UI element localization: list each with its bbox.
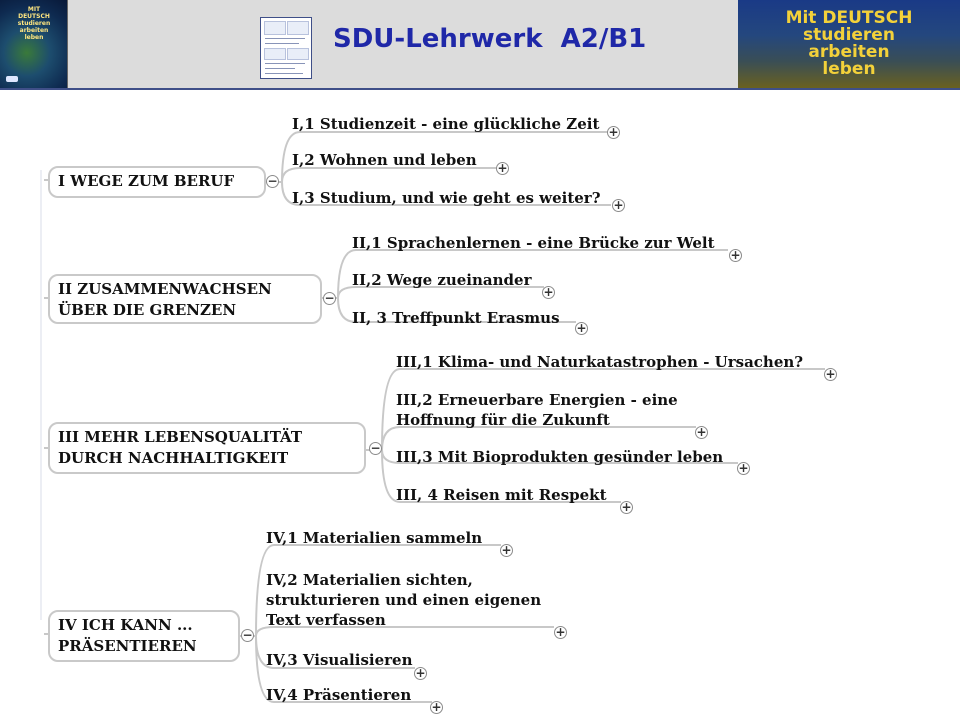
expand-icon[interactable]: + [497, 161, 508, 175]
subtopic-label: Text verfassen [266, 611, 386, 629]
subtopic-wege-zueinander[interactable] [352, 270, 531, 290]
subtopic-label: III, 4 Reisen mit Respekt [396, 486, 607, 504]
subtopic-label: Hoffnung für die Zukunft [396, 411, 610, 429]
subtopic-label: I,2 Wohnen und leben [292, 151, 477, 169]
subtopic-label: II,2 Wege zueinander [352, 271, 532, 289]
collapse-icon[interactable]: − [267, 174, 278, 188]
topic-label: II ZUSAMMENWACHSEN [58, 280, 272, 298]
subtopic-label: II, 3 Treffpunkt Erasmus [352, 309, 560, 327]
banner-line: leben [822, 59, 876, 79]
topic-label: IV ICH KANN ... [58, 616, 193, 634]
subtopic-materialien-sammeln[interactable] [266, 528, 482, 548]
expand-icon[interactable]: + [613, 198, 624, 212]
expand-icon[interactable]: + [608, 125, 619, 139]
subtopic-label: III,1 Klima- und Naturkatastrophen - Ursachen? [396, 353, 804, 371]
collapse-icon[interactable]: − [370, 441, 381, 455]
banner-line: arbeiten [808, 42, 890, 62]
subtopic-label: III,2 Erneuerbare Energien - eine [396, 391, 678, 409]
topic-wege-zum-beruf[interactable] [48, 166, 266, 198]
expand-icon[interactable]: + [415, 666, 426, 680]
subtopic-bioprodukte[interactable] [396, 447, 723, 467]
subtopic-erneuerbare-energien[interactable] [396, 390, 678, 430]
collapse-icon[interactable]: − [242, 628, 253, 642]
subtopic-praesentieren[interactable] [266, 685, 411, 705]
page-title: SDU-Lehrwerk A2/B1 [333, 24, 647, 54]
expand-icon[interactable]: + [738, 461, 749, 475]
subtopic-label: IV,1 Materialien sammeln [266, 529, 483, 547]
expand-icon[interactable]: + [576, 321, 587, 335]
collapse-icon[interactable]: − [324, 291, 335, 305]
subtopic-visualisieren[interactable] [266, 650, 413, 670]
subtopic-label: IV,2 Materialien sichten, [266, 571, 473, 589]
expand-icon[interactable]: + [825, 367, 836, 381]
subtopic-erasmus[interactable] [352, 308, 560, 328]
topic-label: PRÄSENTIEREN [58, 637, 197, 655]
subtopic-studium[interactable] [292, 188, 601, 208]
banner-line: studieren [803, 25, 895, 45]
topic-label: ÜBER DIE GRENZEN [58, 301, 237, 319]
topic-label: I WEGE ZUM BERUF [58, 172, 235, 190]
book-cover-text: MIT DEUTSCH studieren arbeiten leben [17, 6, 51, 41]
expand-icon[interactable]: + [621, 500, 632, 514]
expand-icon[interactable]: + [543, 285, 554, 299]
subtopic-sprachenlernen[interactable] [352, 233, 715, 253]
subtopic-label: I,1 Studienzeit - eine glückliche Zeit [292, 115, 600, 133]
expand-icon[interactable]: + [730, 248, 741, 262]
expand-icon[interactable]: + [696, 425, 707, 439]
subtopic-wohnen[interactable] [292, 150, 477, 170]
topic-zusammenwachsen[interactable] [48, 274, 322, 324]
subtopic-materialien-sichten[interactable] [266, 570, 541, 630]
topic-label: III MEHR LEBENSQUALITÄT [58, 428, 303, 446]
expand-icon[interactable]: + [555, 625, 566, 639]
subtopic-studienzeit[interactable] [292, 114, 599, 134]
banner-line: Mit DEUTSCH [785, 8, 913, 28]
topic-lebensqualitaet[interactable] [48, 422, 366, 474]
subtopic-label: IV,4 Präsentieren [266, 686, 412, 704]
subtopic-label: II,1 Sprachenlernen - eine Brücke zur Welt [352, 234, 715, 252]
subtopic-label: strukturieren und einen eigenen [266, 591, 542, 609]
expand-icon[interactable]: + [501, 543, 512, 557]
topic-praesentieren[interactable] [48, 610, 240, 662]
expand-icon[interactable]: + [431, 700, 442, 714]
subtopic-label: IV,3 Visualisieren [266, 651, 413, 669]
subtopic-label: III,3 Mit Bioprodukten gesünder leben [396, 448, 724, 466]
topic-label: DURCH NACHHALTIGKEIT [58, 449, 289, 467]
subtopic-reisen[interactable] [396, 485, 607, 505]
subtopic-klima[interactable] [396, 352, 803, 372]
subtopic-label: I,3 Studium, und wie geht es weiter? [292, 189, 601, 207]
